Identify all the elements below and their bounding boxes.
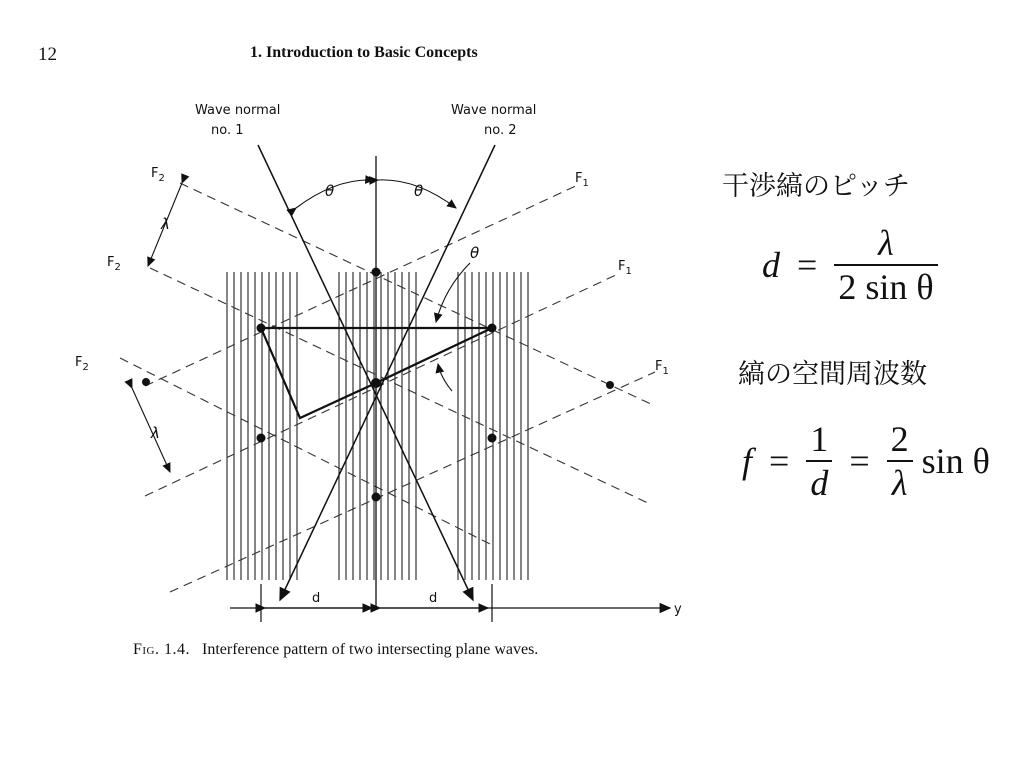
figure-caption [133,641,538,659]
lambda-label-top: λ [161,215,170,233]
pitch-formula [762,222,938,308]
freq-formula-num2: 2 [890,419,909,459]
fringe-lines [227,272,528,580]
wavefront-line [180,183,655,406]
page-number: 12 [38,44,57,65]
figure-caption-label: Fig. 1.4. [133,641,191,658]
theta-label-right: θ [414,182,424,200]
wave-normal-2-label-line1: Wave normal [451,103,537,118]
chapter-title: 1. Introduction to Basic Concepts [250,44,478,61]
pitch-heading: 干渉縞のピッチ [722,171,910,202]
freq-formula-tail: sin θ [921,441,990,481]
f1-label-top: $F_1$ [575,171,589,189]
theta-label-small: θ [470,244,480,262]
f2-label-top: $F_2$ [151,166,165,184]
pitch-formula-fraction [834,222,937,308]
freq-formula-fraction-2 [887,418,913,504]
f1-label-bottom: $F_1$ [655,359,669,377]
d-label-left: d [312,591,321,606]
intersection-dots [142,268,614,502]
wavefront-line [145,184,580,386]
f2-label-middle: $F_2$ [107,255,121,273]
freq-formula-num1: 1 [810,419,829,459]
theta-label-left: θ [325,182,335,200]
freq-formula-den2: λ [887,460,913,504]
wavefront-line [170,372,655,592]
d-label-right: d [429,591,438,606]
pitch-formula-numerator: λ [878,223,894,263]
freq-formula-fraction-1 [806,418,832,504]
frequency-heading: 縞の空間周波数 [738,359,927,390]
wavefront-line [150,268,650,504]
freq-formula-equals-1: = [769,441,790,481]
wavefront-line [120,358,490,544]
wave-normal-1-label-line1: Wave normal [195,103,281,118]
wave-normal-1-label-line2: no. 1 [211,123,244,138]
frequency-formula [742,418,990,504]
interference-figure [60,88,700,636]
freq-formula-den1: d [806,460,832,504]
freq-formula-equals-2: = [849,441,870,481]
figure-caption-text: Interference pattern of two intersecting plane waves. [202,641,539,658]
wave-normal-2-label-line2: no. 2 [484,123,517,138]
lambda-label-bottom: λ [151,424,160,442]
pitch-formula-denominator: 2 sin θ [834,264,937,308]
pitch-formula-equals: = [797,245,818,285]
pitch-formula-lhs: d [762,245,780,285]
leader-arrow [438,364,452,391]
y-axis-label: y [674,602,682,617]
freq-formula-lhs: f [742,441,753,481]
theta-arc-left [296,180,374,208]
f2-label-bottom: $F_2$ [75,355,89,373]
f1-label-middle: $F_1$ [618,259,632,277]
